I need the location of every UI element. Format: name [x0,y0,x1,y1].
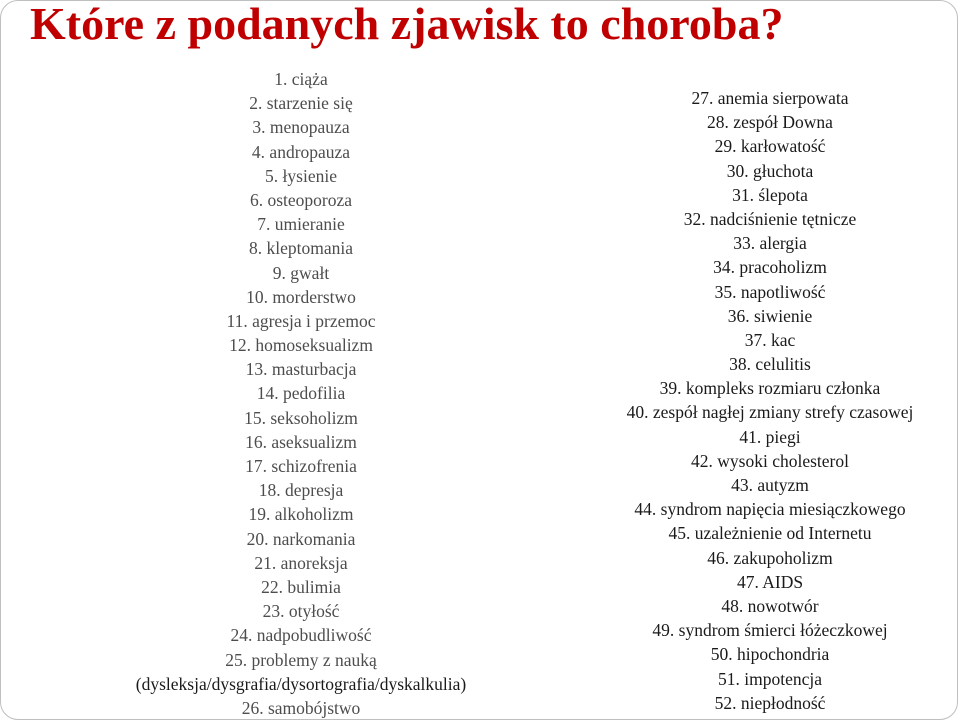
list-item: 15. seksoholizm [244,407,358,428]
list-item: 38. celulitis [729,354,811,375]
list-item: 29. karłowatość [714,136,826,157]
list-item: 19. alkoholizm [248,504,354,525]
list-item: 9. gwałt [272,262,330,283]
list-item: 43. autyzm [731,475,809,495]
list-item: 25. problemy z nauką [225,649,377,670]
list-item: 37. kac [744,329,796,350]
list-item: 42. wysoki cholesterol [691,450,849,471]
list-item: 5. łysienie [265,165,337,186]
list-item: 13. masturbacja [245,359,357,380]
list-item: 18. depresja [258,480,344,501]
list-item: 12. homoseksualizm [229,335,373,356]
right-list [590,86,950,715]
list-item: 41. piegi [739,426,801,447]
list-item: 35. napotliwość [714,281,826,302]
list-item: 44. syndrom napięcia miesiączkowego [634,499,906,520]
list-item: 11. agresja i przemoc [226,310,376,331]
list-item: 4. andropauza [251,141,351,162]
list-item: 30. głuchota [726,160,814,181]
list-item: 34. pracoholizm [713,257,827,278]
list-item: 10. morderstwo [246,286,356,307]
list-item: 17. schizofrenia [245,456,357,476]
left-list [106,67,496,720]
list-item: 7. umieranie [257,214,345,235]
list-item: 6. osteoporoza [249,189,353,210]
list-item: 3. menopauza [252,117,350,138]
list-item: 23. otyłość [262,601,340,622]
list-item-continuation: (dysleksja/dysgrafia/dysortografia/dyskalkulia) [135,673,467,694]
slide-title: Które z podanych zjawisk to choroba? [30,0,784,49]
list-item: 50. hipochondria [710,644,830,665]
list-item: 14. pedofilia [256,383,346,404]
list-item: 24. nadpobudliwość [230,625,372,646]
list-item: 1. ciąża [274,69,328,89]
list-item: 39. kompleks rozmiaru członka [659,378,881,399]
list-item: 49. syndrom śmierci łóżeczkowej [652,620,888,641]
list-item: 27. anemia sierpowata [691,88,849,108]
list-item: 33. alergia [733,233,807,254]
list-item: 20. narkomania [246,528,356,549]
list-item: 46. zakupoholizm [707,547,833,568]
list-item: 45. uzależnienie od Internetu [668,523,872,544]
list-item: 51. impotencja [717,668,822,689]
list-item: 32. nadciśnienie tętnicze [683,208,857,229]
list-item: 2. starzenie się [249,93,353,114]
list-item: 47. AIDS [736,571,804,592]
list-item: 28. zespół Downa [707,112,833,133]
list-item: 16. aseksualizm [245,431,357,452]
list-item: 52. niepłodność [714,692,826,713]
list-item: 22. bulimia [261,576,341,597]
list-item: 8. kleptomania [248,238,353,259]
list-item: 31. ślepota [732,184,808,205]
list-item: 40. zespół nagłej zmiany strefy czasowej [626,402,914,423]
list-item: 21. anoreksja [254,552,348,573]
list-item: 36. siwienie [727,305,813,326]
list-item: 26. samobójstwo [241,697,361,718]
list-item: 48. nowotwór [721,595,819,616]
